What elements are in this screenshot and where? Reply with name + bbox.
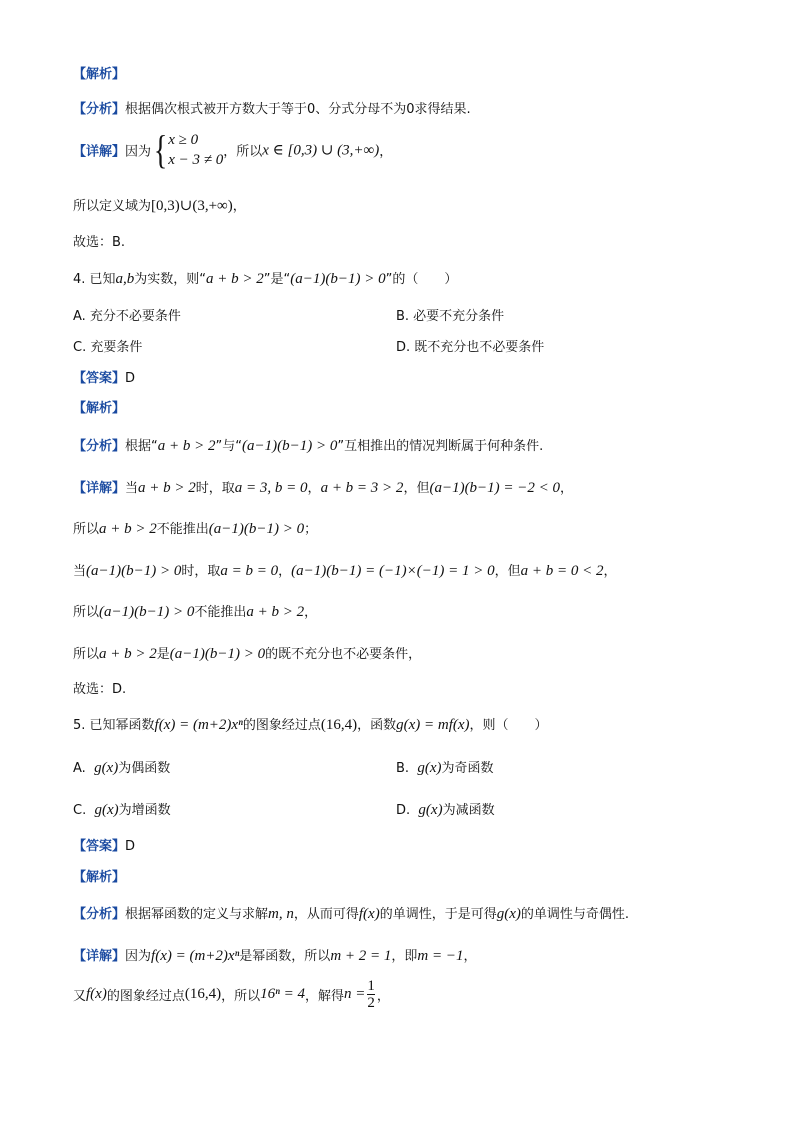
q5-detail-2: [73, 978, 390, 1011]
q5-analysis-heading: [73, 869, 125, 887]
q4-detail-5: [73, 645, 421, 664]
text: 不能推出: [194, 605, 247, 620]
math: a + b = 0 < 2: [520, 563, 604, 579]
text: ，则（ ）: [469, 718, 548, 733]
text: 因为: [125, 949, 152, 964]
choice-line: [73, 234, 125, 252]
text: 时，取: [181, 564, 221, 579]
text: ，: [379, 144, 393, 160]
system-row-1: x ≥ 0: [168, 132, 199, 148]
tag-label: 【详解】: [73, 144, 126, 160]
option-text: 为奇函数: [441, 761, 494, 776]
tag-label: 【分析】: [73, 102, 126, 117]
brace-symbol: {: [153, 127, 168, 172]
text: 所以: [73, 522, 100, 537]
text: 的图象经过点: [242, 718, 321, 733]
math: m, n: [268, 906, 294, 922]
math: g(x): [418, 802, 443, 818]
q5-detail-1: [73, 947, 477, 966]
detail-line: [73, 127, 393, 172]
text: ，: [304, 605, 318, 620]
option-text: 为减函数: [442, 803, 495, 818]
math: (16,4): [320, 717, 358, 733]
text: ”与“: [215, 439, 242, 454]
math: g(x): [94, 760, 119, 776]
math: [0,3)∪(3,+∞): [151, 198, 233, 214]
text: 故选：D.: [73, 682, 127, 697]
option-text: D. 既不充分也不必要条件: [396, 340, 545, 355]
math: (a−1)(b−1) > 0: [290, 271, 386, 287]
analysis-line: [73, 101, 471, 119]
option-letter: D.: [396, 803, 411, 818]
text: 根据“: [125, 439, 158, 454]
text: ，: [463, 949, 477, 964]
option-letter: B.: [396, 761, 410, 776]
text: 是幂函数，所以: [239, 949, 331, 964]
inequality-system: [168, 130, 223, 170]
q4-answer: [73, 370, 135, 388]
answer-value: D: [125, 839, 136, 854]
text: ”互相推出的情况判断属于何种条件.: [337, 439, 544, 454]
text: 的单调性与奇偶性.: [520, 907, 630, 922]
domain-line: [73, 197, 246, 216]
q4-option-b: [396, 308, 504, 326]
tag-label: 【答案】: [73, 371, 126, 386]
tag-label: 【答案】: [73, 839, 126, 854]
text: ；: [304, 522, 318, 537]
math: a + b > 2: [99, 646, 157, 662]
math: (a−1)(b−1) = (−1)×(−1) = 1 > 0: [291, 563, 495, 579]
q5-answer: [73, 838, 135, 856]
text: ”的（ ）: [385, 272, 458, 287]
math: (a−1)(b−1) > 0: [242, 438, 338, 454]
q4-choice: [73, 681, 126, 699]
analysis-text: 根据偶次根式被开方数大于等于0、分式分母不为0求得结果.: [125, 102, 471, 117]
math: (a−1)(b−1) > 0: [99, 604, 195, 620]
tag-label: 【解析】: [73, 401, 126, 416]
math: f(x): [358, 906, 380, 922]
option-text: 为偶函数: [118, 761, 171, 776]
math: (a−1)(b−1) > 0: [208, 521, 305, 537]
system-row-2: x − 3 ≠ 0: [168, 152, 224, 168]
q4-option-c: [73, 339, 142, 357]
q4-detail-3: [73, 562, 617, 581]
math: (a−1)(b−1) = −2 < 0: [429, 480, 561, 496]
q5-option-c: [73, 801, 171, 820]
math: f(x) = (m+2)xⁿ: [151, 948, 240, 964]
text: ，: [376, 989, 390, 1004]
question-5: [73, 716, 548, 735]
option-letter: A.: [73, 761, 86, 776]
tag-label: 【分析】: [73, 907, 126, 922]
q4-analysis: [73, 437, 543, 456]
text: 因为: [125, 144, 152, 160]
text: 当: [125, 481, 139, 496]
text: 是: [156, 647, 170, 662]
math: g(x): [496, 906, 521, 922]
q4-detail-4: [73, 603, 317, 622]
fraction-denominator: 2: [367, 995, 375, 1011]
q4-analysis-heading: [73, 400, 125, 418]
fraction-numerator: 1: [367, 978, 375, 994]
text: ”是“: [263, 272, 291, 287]
question-4: [73, 270, 457, 289]
text: 故选：B.: [73, 235, 126, 250]
text: 不能推出: [156, 522, 209, 537]
math: (16,4): [184, 986, 222, 1002]
q4-detail-1: [73, 479, 573, 498]
math: f(x): [86, 986, 107, 1002]
option-text: A. 充分不必要条件: [73, 309, 181, 324]
text: 4. 已知: [73, 272, 116, 287]
text: ，但: [494, 564, 521, 579]
math: g(x): [94, 802, 119, 818]
text: 根据幂函数的定义与求解: [125, 907, 269, 922]
text: 当: [73, 564, 87, 579]
math: x ∈ [0,3) ∪ (3,+∞): [262, 142, 380, 159]
text: 的单调性，于是可得: [379, 907, 497, 922]
math: g(x) = mf(x): [396, 717, 470, 733]
math: f(x) = (m+2)xⁿ: [154, 717, 243, 733]
math: g(x): [417, 760, 442, 776]
text: 所以: [73, 647, 100, 662]
math: n =: [344, 986, 366, 1002]
tag-label: 【详解】: [73, 949, 126, 964]
text: ，所以: [221, 989, 261, 1004]
text: 时，取: [195, 481, 235, 496]
text: 又: [73, 989, 87, 1004]
text: ，解得: [304, 989, 344, 1004]
math: (a−1)(b−1) > 0: [86, 563, 182, 579]
text: 的既不充分也不必要条件，: [265, 647, 422, 662]
answer-value: D: [125, 371, 136, 386]
text: ，: [307, 481, 321, 496]
text: ，所以: [223, 144, 263, 160]
text: ，: [278, 564, 292, 579]
math: a = b = 0: [220, 563, 279, 579]
text: ，但: [403, 481, 430, 496]
tag-label: 【解析】: [73, 67, 126, 82]
q4-option-a: [73, 308, 181, 326]
option-text: B. 必要不充分条件: [396, 309, 505, 324]
math: 16ⁿ = 4: [260, 986, 305, 1002]
text: ，: [560, 481, 574, 496]
option-text: C. 充要条件: [73, 340, 143, 355]
text: 所以定义域为: [73, 199, 152, 214]
q5-option-a: [73, 759, 170, 778]
tag-label: 【解析】: [73, 870, 126, 885]
text: 所以: [73, 605, 100, 620]
text: 的图象经过点: [106, 989, 185, 1004]
q5-option-b: [396, 759, 494, 778]
math: a,b: [115, 271, 135, 287]
q4-option-d: [396, 339, 544, 357]
text: ，从而可得: [293, 907, 359, 922]
math: a + b > 2: [246, 604, 305, 620]
text: 为实数，则“: [134, 272, 207, 287]
math: m + 2 = 1: [330, 948, 392, 964]
text: ，即: [391, 949, 418, 964]
tag-label: 【详解】: [73, 481, 126, 496]
text: ，: [232, 199, 246, 214]
math: a + b > 2: [138, 480, 196, 496]
math: a + b = 3 > 2: [320, 480, 404, 496]
q4-detail-2: [73, 520, 317, 539]
math: a + b > 2: [157, 438, 216, 454]
option-letter: C.: [73, 803, 87, 818]
math: a + b > 2: [99, 521, 157, 537]
text: 5. 已知幂函数: [73, 718, 155, 733]
q5-analysis: [73, 905, 629, 924]
math: a + b > 2: [206, 271, 264, 287]
text: ，函数: [357, 718, 397, 733]
math: a = 3, b = 0: [234, 480, 308, 496]
math: m = −1: [417, 948, 464, 964]
math: (a−1)(b−1) > 0: [169, 646, 266, 662]
text: ，: [603, 564, 617, 579]
fraction: [367, 978, 375, 1011]
tag-label: 【分析】: [73, 439, 126, 454]
section-analysis-heading: [73, 66, 125, 84]
q5-option-d: [396, 801, 495, 820]
option-text: 为增函数: [118, 803, 171, 818]
